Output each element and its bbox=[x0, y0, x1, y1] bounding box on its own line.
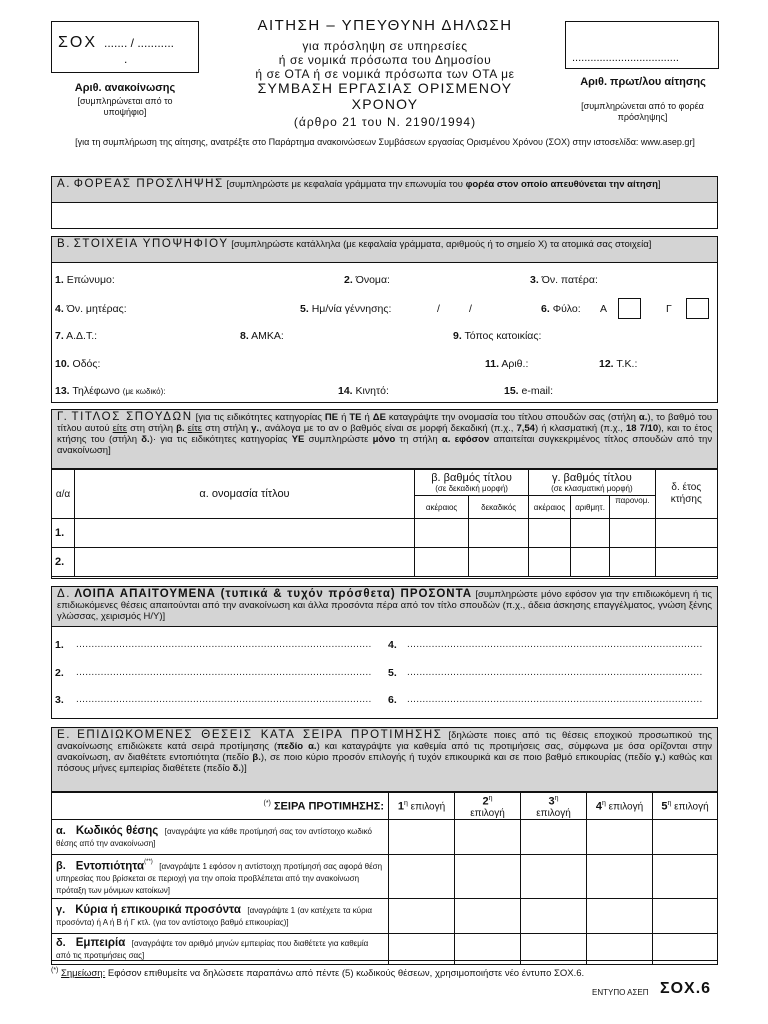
birth-date-sep-2: / bbox=[469, 303, 472, 315]
section-b-hint: [συμπληρώστε κατάλληλα (με κεφαλαία γράμματα, αριθμούς ή το σημείο Χ) τα ατομικά σας στοιχεία] bbox=[231, 239, 652, 250]
preference-cell[interactable] bbox=[521, 934, 587, 965]
table-row bbox=[52, 519, 718, 548]
section-d-letter: Δ. bbox=[57, 588, 72, 600]
footer-note-text: Εφόσον επιθυμείτε να δηλώσετε παραπάνω από πέντε (5) κωδικούς θέσεων, χρησιμοποιήστε νέο έντυπο ΣΟΧ.6. bbox=[107, 968, 585, 980]
announcement-hint: [συμπληρώνεται από το υποψήφιο] bbox=[77, 96, 173, 117]
section-g bbox=[51, 409, 718, 579]
grade-cell[interactable] bbox=[610, 519, 655, 548]
protocol-number-box[interactable] bbox=[565, 21, 719, 69]
title-line-6: ΧΡΟΝΟΥ bbox=[351, 96, 419, 112]
sub-numerator: αριθμητ. bbox=[570, 496, 610, 519]
footer-mark: (*) bbox=[51, 967, 59, 974]
choice-5-header: $5^\eta$ επιλογή bbox=[653, 793, 718, 820]
hint-field-g: γ. bbox=[654, 752, 663, 763]
hint-or: ή bbox=[364, 412, 370, 423]
hint-te: ΤΕ bbox=[349, 412, 362, 423]
section-e-title: ΕΠΙΔΙΩΚΟΜΕΝΕΣ ΘΕΣΕΙΣ ΚΑΤΑ ΣΕΙΡΑ ΠΡΟΤΙΜΗΣΗΣ bbox=[77, 729, 443, 741]
form-code: ΣΟΧ.6 bbox=[660, 980, 712, 997]
qualification-1[interactable]: 1. bbox=[55, 639, 64, 651]
section-g-hint: τη στήλη bbox=[399, 434, 438, 445]
section-e-letter: Ε. bbox=[57, 729, 72, 741]
section-b-title: ΣΤΟΙΧΕΙΑ ΥΠΟΨΗΦΙΟΥ bbox=[73, 238, 229, 250]
section-d bbox=[51, 586, 718, 719]
section-a-title: ΦΟΡΕΑΣ ΠΡΟΣΛΗΨΗΣ bbox=[73, 178, 224, 190]
hint-ye: ΥΕ bbox=[291, 434, 305, 445]
form-title: ΑΙΤΗΣΗ – ΥΠΕΥΘΥΝΗ ΔΗΛΩΣΗ bbox=[257, 17, 513, 34]
qualification-4[interactable]: 4. bbox=[388, 639, 397, 651]
preference-cell[interactable] bbox=[521, 820, 587, 855]
gender-male-label: Α bbox=[600, 303, 608, 315]
col-fraction-grade-hint: (σε κλασματική μορφή) bbox=[551, 483, 633, 493]
section-g-hint: στη στήλη bbox=[130, 423, 174, 434]
grade-cell[interactable] bbox=[415, 519, 469, 548]
hint-example-decimal: 7,54 bbox=[516, 423, 535, 434]
field-street-number[interactable]: 11. Αριθ.: bbox=[485, 358, 529, 370]
choice-4-header: $4^\eta$ επιλογή bbox=[587, 793, 653, 820]
title-line-4: ή σε ΟΤΑ ή σε νομικά πρόσωπα των ΟΤΑ με bbox=[255, 67, 515, 81]
grade-cell[interactable] bbox=[570, 548, 610, 577]
row-experience: δ. Εμπειρία [αναγράψτε τον αριθμό μηνών εμπειρίας που διαθέτετε για καθεμία από τις προτιμήσεις σας] bbox=[52, 934, 389, 965]
title-name-cell[interactable] bbox=[75, 548, 415, 577]
preference-cell[interactable] bbox=[521, 899, 587, 934]
sub-denominator: παρονομ. bbox=[610, 496, 655, 519]
preference-cell[interactable] bbox=[653, 855, 718, 899]
choice-3-header: $3^\eta$ επιλογή bbox=[521, 793, 587, 820]
preference-cell[interactable] bbox=[455, 820, 521, 855]
row-number: 2. bbox=[52, 548, 75, 577]
preference-cell[interactable] bbox=[455, 899, 521, 934]
row-position-code: α. Κωδικός θέσης [αναγράψτε για κάθε προτίμησή σας τον αντίστοιχο κωδικό θέσης από την ανακοίνωση] bbox=[52, 820, 389, 855]
pref-label: ΣΕΙΡΑ ΠΡΟΤΙΜΗΣΗΣ: bbox=[273, 800, 384, 813]
field-birth-date[interactable]: 5. Ημ/νία γέννησης: bbox=[300, 303, 392, 315]
section-g-hint: , ανάλογα με το αν ο βαθμός είναι σε μορφή δεκαδική (π.χ., bbox=[259, 423, 514, 434]
section-d-hint: [συμπληρώστε μόνο εφόσον για την επιδιωκόμενη ή τις επιδιωκόμενες θέσεις απαιτούνται από την ανακοίνωση και άλλα προσόντα πέρα από τον τίτλο σπουδών (π.χ., άδεια άσκησης επαγγέλματος, γνώση ξένης γλώσσας, χειρισμός Η/Υ)] bbox=[57, 589, 712, 622]
title-line-3: ή σε νομικά πρόσωπα του Δημοσίου bbox=[278, 53, 492, 67]
title-name-cell[interactable] bbox=[75, 519, 415, 548]
hint-de: ΔΕ bbox=[372, 412, 386, 423]
hint-pe: ΠΕ bbox=[324, 412, 339, 423]
field-residence[interactable]: 9. Τόπος κατοικίας: bbox=[453, 330, 542, 342]
preference-cell[interactable] bbox=[389, 899, 455, 934]
year-cell[interactable] bbox=[655, 519, 717, 548]
section-e-hint: ) και καταγράψτε για καθεμία από τις προτιμήσεις σας, σύμφωνα με όσα ορίζονται στην ανακοίνωση, αν διαθέτετε εντοπιότητα (πεδίο bbox=[57, 741, 713, 763]
form-code-label: ΕΝΤΥΠΟ ΑΣΕΠ bbox=[592, 988, 649, 997]
qualification-4-dots: ................................................................................................ bbox=[407, 639, 703, 650]
preference-cell[interactable] bbox=[587, 934, 653, 965]
row-number: 1. bbox=[52, 519, 75, 548]
row-qualifications: γ. Κύρια ή επικουρικά προσόντα [αναγράψτε 1 (αν κατέχετε τα κύρια προσόντα) ή Α ή Β ή Γ κτλ. (για τον αντίστοιχο βαθμό επικουρίας)] bbox=[52, 899, 389, 934]
preference-cell[interactable] bbox=[653, 934, 718, 965]
qualification-3[interactable]: 3. bbox=[55, 694, 64, 706]
field-amka[interactable]: 8. ΑΜΚΑ: bbox=[240, 330, 284, 342]
hint-only: μόνο bbox=[372, 434, 396, 445]
col-decimal-grade-label: β. βαθμός τίτλου bbox=[431, 471, 512, 484]
field-email[interactable]: 15. e-mail: bbox=[504, 385, 554, 397]
section-a-hint-end: ] bbox=[657, 179, 661, 190]
section-g-letter: Γ. bbox=[57, 411, 69, 423]
preference-cell[interactable] bbox=[389, 855, 455, 899]
section-b-header bbox=[52, 237, 717, 263]
preference-cell[interactable] bbox=[587, 820, 653, 855]
preference-cell[interactable] bbox=[455, 855, 521, 899]
section-g-hint: απαιτείται συγκεκριμένος τίτλος σπουδών από την ανακοίνωση] bbox=[57, 434, 713, 456]
employer-name-input[interactable] bbox=[52, 203, 717, 228]
section-a-header bbox=[52, 177, 717, 203]
section-e bbox=[51, 727, 718, 961]
section-g-hint: ) ή κλασματική (π.χ., bbox=[534, 423, 623, 434]
section-g-hint: στη στήλη bbox=[205, 423, 249, 434]
qualification-5-dots: ................................................................................................ bbox=[407, 667, 703, 678]
section-e-hint: )] bbox=[240, 763, 247, 774]
sox-prefix: ΣΟΧ bbox=[58, 34, 98, 51]
hint-col-g: γ. bbox=[251, 423, 260, 434]
preference-cell[interactable] bbox=[587, 899, 653, 934]
sox-number-dot2: . bbox=[124, 52, 128, 66]
hint-col-a: α. bbox=[638, 412, 648, 423]
section-e-hint: ), σε ποιο κύριο προσόν επιλογής ή τυχόν επικουρικά και σε ποιο βαθμό επικουρίας (πεδίο bbox=[260, 752, 652, 763]
field-mobile[interactable]: 14. Κινητό: bbox=[338, 385, 389, 397]
qualification-2[interactable]: 2. bbox=[55, 667, 64, 679]
col-fraction-grade-label: γ. βαθμός τίτλου bbox=[551, 471, 632, 484]
table-row bbox=[52, 820, 718, 855]
year-cell[interactable] bbox=[655, 548, 717, 577]
grade-cell[interactable] bbox=[529, 548, 571, 577]
pref-mark: (*) bbox=[263, 799, 271, 807]
col-year bbox=[655, 470, 717, 519]
hint-col-b: β. bbox=[176, 423, 185, 434]
protocol-hint: [συμπληρώνεται από το φορέα πρόσληψης] bbox=[581, 101, 704, 122]
section-e-header bbox=[52, 728, 717, 792]
gender-female-checkbox[interactable] bbox=[686, 298, 709, 319]
qualification-2-dots: ................................................................................................ bbox=[76, 667, 372, 678]
field-phone[interactable]: 13. Τηλέφωνο (με κωδικό): bbox=[55, 385, 166, 397]
protocol-dots: ................................... bbox=[572, 52, 679, 64]
col-decimal-grade bbox=[415, 470, 529, 496]
sub-integer-1: ακέραιος bbox=[415, 496, 469, 519]
table-row bbox=[52, 934, 718, 965]
grade-cell[interactable] bbox=[610, 548, 655, 577]
qualification-6-dots: ................................................................................................ bbox=[407, 694, 703, 705]
sub-decimal: δεκαδικός bbox=[469, 496, 529, 519]
section-g-hint: [για τις ειδικότητες κατηγορίας bbox=[195, 412, 322, 423]
table-row bbox=[52, 548, 718, 577]
field-id-card[interactable]: 7. Α.Δ.Τ.: bbox=[55, 330, 98, 342]
hint-a-if: α. εφόσον bbox=[441, 434, 490, 445]
qualification-6[interactable]: 6. bbox=[388, 694, 397, 706]
birth-date-sep-1: / bbox=[437, 303, 440, 315]
field-postal-code[interactable]: 12. Τ.Κ.: bbox=[599, 358, 638, 370]
grade-cell[interactable] bbox=[570, 519, 610, 548]
preference-cell[interactable] bbox=[455, 934, 521, 965]
table-row bbox=[52, 899, 718, 934]
section-e-hint: ) καθώς και πόσους μήνες εμπειρίας διαθέτετε (πεδίο bbox=[57, 752, 713, 774]
hint-field-d: δ. bbox=[232, 763, 241, 774]
section-g-hint: συμπληρώστε bbox=[308, 434, 369, 445]
degrees-table bbox=[51, 469, 718, 577]
col-fraction-grade bbox=[529, 470, 655, 496]
preference-cell[interactable] bbox=[653, 820, 718, 855]
section-d-title: ΛΟΙΠΑ ΑΠΑΙΤΟΥΜΕΝΑ (τυπικά & τυχόν πρόσθετα) ΠΡΟΣΟΝΤΑ bbox=[74, 588, 473, 600]
section-g-hint: ), και το έτος κτήσης του (στήλη bbox=[57, 423, 713, 445]
preference-cell[interactable] bbox=[587, 855, 653, 899]
section-g-hint: )· για τις ειδικότητες κατηγορίας bbox=[149, 434, 288, 445]
gender-female-label: Γ bbox=[666, 303, 672, 315]
preference-cell[interactable] bbox=[521, 855, 587, 899]
announcement-label: Αριθ. ανακοίνωσης bbox=[74, 82, 176, 94]
field-gender: 6. Φύλο: bbox=[541, 303, 581, 315]
field-street[interactable]: 10. Οδός: bbox=[55, 358, 101, 370]
col-year-label: δ. έτος κτήσης bbox=[670, 482, 702, 505]
section-g-hint: καταγράψτε την ονομασία του τίτλου σπουδών σας (στήλη bbox=[388, 412, 636, 423]
row-locality: β. Εντοπιότητα(**) [αναγράψτε 1 εφόσον η αντίστοιχη προτίμησή σας αφορά θέση υπηρεσίας που βρίσκεται σε περιοχή για την οποία προβλέπεται από την ανακοίνωση πρόταξη των μόνιμων κατοίκων] bbox=[52, 855, 389, 899]
grade-cell[interactable] bbox=[469, 519, 529, 548]
qualification-3-dots: ................................................................................................ bbox=[76, 694, 372, 705]
section-e-hint: [δηλώστε ποιες από τις θέσεις εποχικού προσωπικού της ανακοίνωσης επιδιώκετε κατά σειρά προτίμησης ( bbox=[57, 730, 712, 752]
sox-number-dots: ....... / ........... bbox=[104, 36, 175, 50]
section-g-header bbox=[52, 410, 717, 469]
table-row bbox=[52, 855, 718, 899]
sox-number-box[interactable] bbox=[51, 21, 199, 73]
hint-either: είτε bbox=[112, 423, 128, 434]
field-surname[interactable]: 1. Επώνυμο: bbox=[55, 274, 115, 286]
col-aa: α/α bbox=[52, 470, 75, 519]
col-title-name: α. ονομασία τίτλου bbox=[75, 470, 415, 519]
protocol-label: Αριθ. πρωτ/λου αίτησης bbox=[580, 76, 706, 88]
section-b bbox=[51, 236, 718, 403]
gender-male-checkbox[interactable] bbox=[618, 298, 641, 319]
title-line-5: ΣΥΜΒΑΣΗ ΕΡΓΑΣΙΑΣ ΟΡΙΣΜΕΝΟΥ bbox=[257, 80, 513, 96]
grade-cell[interactable] bbox=[415, 548, 469, 577]
hint-either: είτε bbox=[187, 423, 203, 434]
section-d-header bbox=[52, 587, 717, 627]
choice-1-header: $1^\eta$ επιλογή bbox=[389, 793, 455, 820]
grade-cell[interactable] bbox=[529, 519, 571, 548]
preference-cell[interactable] bbox=[389, 934, 455, 965]
instructions-text: [για τη συμπλήρωση της αίτησης, ανατρέξτε στο Παράρτημα ανακοινώσεων Συμβάσεων εργασίας Ορισμένου Χρόνου (ΣΟΧ) στην ιστοσελίδα: www.asep.gr] bbox=[75, 137, 695, 147]
field-name[interactable]: 2. Όνομα: bbox=[344, 274, 390, 286]
hint-field-b: β. bbox=[252, 752, 261, 763]
preference-cell[interactable] bbox=[653, 899, 718, 934]
qualification-5[interactable]: 5. bbox=[388, 667, 397, 679]
section-b-letter: Β. bbox=[57, 238, 72, 250]
footer-note bbox=[51, 967, 718, 979]
footer-note-label: Σημείωση: bbox=[61, 968, 106, 980]
title-line-2: για πρόσληψη σε υπηρεσίες bbox=[302, 39, 468, 53]
hint-col-d: δ. bbox=[141, 434, 150, 445]
section-a-hint: [συμπληρώστε με κεφαλαία γράμματα την επωνυμία του bbox=[226, 179, 463, 190]
sub-integer-2: ακέραιος bbox=[529, 496, 571, 519]
title-line-7: (άρθρο 21 του Ν. 2190/1994) bbox=[293, 115, 477, 129]
section-g-hint: ), το βαθμό του τίτλου αυτού bbox=[57, 412, 713, 434]
hint-or: ή bbox=[341, 412, 347, 423]
hint-field-a: πεδίο α. bbox=[277, 741, 317, 752]
qualification-1-dots: ................................................................................................ bbox=[76, 639, 372, 650]
field-mother-name[interactable]: 4. Όν. μητέρας: bbox=[55, 303, 127, 315]
choice-2-header: $2^\eta$ επιλογή bbox=[455, 793, 521, 820]
section-a bbox=[51, 176, 718, 229]
field-father-name[interactable]: 3. Όν. πατέρα: bbox=[530, 274, 598, 286]
col-decimal-grade-hint: (σε δεκαδική μορφή) bbox=[435, 483, 508, 493]
preferences-table bbox=[51, 792, 718, 965]
section-g-title: ΤΙΤΛΟΣ ΣΠΟΥΔΩΝ bbox=[71, 411, 193, 423]
section-a-hint-bold: φορέα στον οποίο απευθύνεται την αίτηση bbox=[465, 179, 658, 190]
hint-example-fraction: 18 7/10 bbox=[625, 423, 659, 434]
section-a-letter: Α. bbox=[57, 178, 72, 190]
grade-cell[interactable] bbox=[469, 548, 529, 577]
preference-cell[interactable] bbox=[389, 820, 455, 855]
preference-order-label bbox=[52, 793, 389, 820]
